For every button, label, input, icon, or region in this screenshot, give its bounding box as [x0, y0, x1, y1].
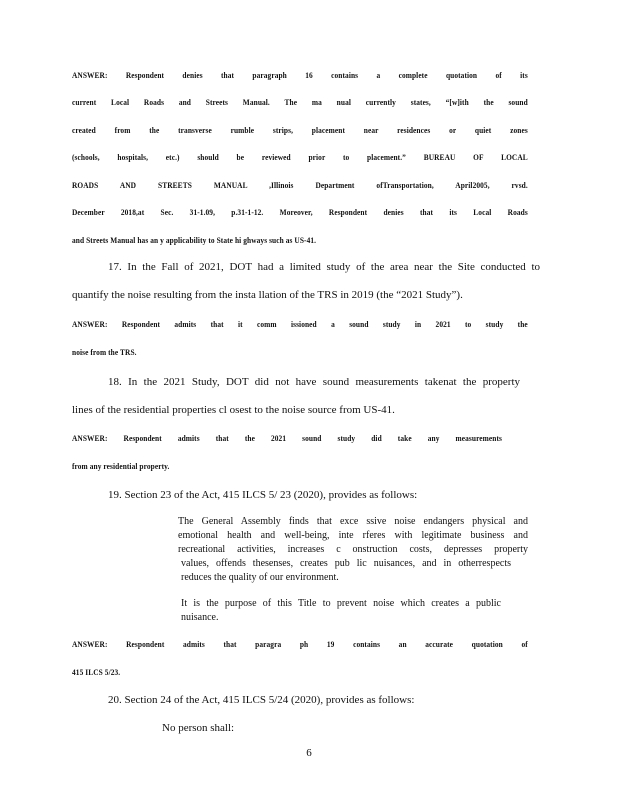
paragraph-20: 20. Section 24 of the Act, 415 ILCS 5/24 (2020), provides as follows:: [108, 694, 415, 706]
answer-16-line: and Streets Manual has an y applicability to State hi ghways such as US-41.: [72, 235, 317, 245]
answer-16-line: December 2018,at Sec. 31-1.09, p.31-1-12. Moreover, Respondent denies that its Local Roads: [72, 207, 528, 217]
paragraph-20-subline: No person shall:: [162, 722, 235, 734]
quote-line: values, offends thesenses, creates pub lic nuisances, and in otherrespects: [181, 558, 511, 569]
paragraph-19: 19. Section 23 of the Act, 415 ILCS 5/ 23 (2020), provides as follows:: [108, 489, 418, 501]
answer-16-line: ROADS AND STREETS MANUAL ,Illinois Department ofTransportation, April2005, rvsd.: [72, 180, 528, 190]
answer-16-line: current Local Roads and Streets Manual. The ma nual currently states, “[w]ith the sound: [72, 97, 528, 107]
quote-line: reduces the quality of our environment.: [181, 572, 339, 583]
answer-17-line: noise from the TRS.: [72, 347, 137, 357]
answer-16-line: (schools, hospitals, etc.) should be reviewed prior to placement.” BUREAU OF LOCAL: [72, 152, 528, 162]
quote-line: nuisance.: [181, 612, 219, 623]
answer-17-line: ANSWER: Respondent admits that it comm issioned a sound study in 2021 to study the: [72, 319, 528, 329]
answer-18-line: from any residential property.: [72, 461, 170, 471]
quote-line: recreational activities, increases c onstruction costs, depresses property: [178, 544, 528, 555]
answer-16-line: created from the transverse rumble strips, placement near residences or quiet zones: [72, 125, 528, 135]
quote-line: It is the purpose of this Title to prevent noise which creates a public: [181, 598, 501, 609]
paragraph-18-line: lines of the residential properties cl osest to the noise source from US-41.: [72, 404, 395, 416]
answer-18-line: ANSWER: Respondent admits that the 2021 sound study did take any measurements: [72, 433, 502, 443]
paragraph-17-line: quantify the noise resulting from the insta llation of the TRS in 2019 (the “2021 Study”).: [72, 289, 463, 301]
page-number: 6: [306, 747, 312, 759]
quote-line: emotional health and well-being, inte rferes with legitimate business and: [178, 530, 528, 541]
paragraph-18-line: 18. In the 2021 Study, DOT did not have sound measurements takenat the property: [108, 376, 520, 388]
paragraph-17-line: 17. In the Fall of 2021, DOT had a limited study of the area near the Site conducted to: [108, 261, 540, 273]
answer-19-line: ANSWER: Respondent admits that paragra ph 19 contains an accurate quotation of: [72, 639, 528, 649]
quote-line: The General Assembly finds that exce ssive noise endangers physical and: [178, 516, 528, 527]
answer-19-line: 415 ILCS 5/23.: [72, 667, 121, 677]
answer-16-line: ANSWER: Respondent denies that paragraph 16 contains a complete quotation of its: [72, 70, 528, 80]
